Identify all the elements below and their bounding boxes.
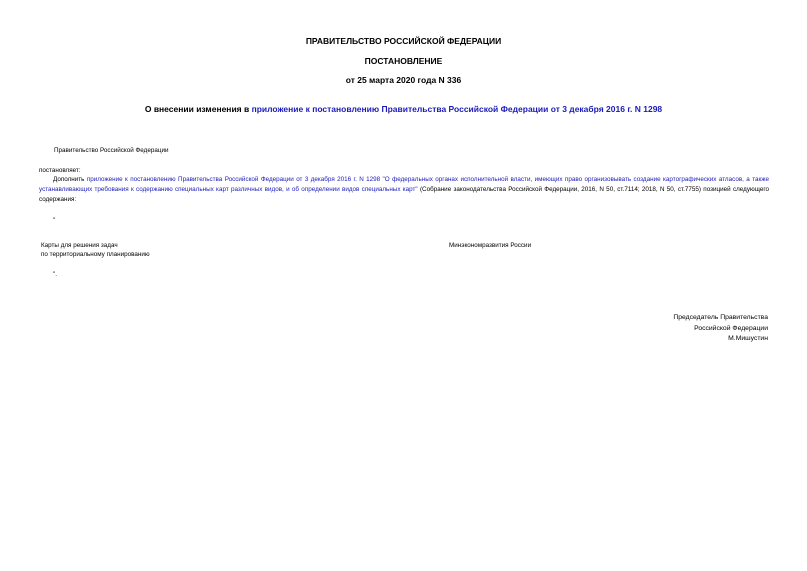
table-left-line2: по территориальному планированию	[41, 251, 150, 258]
signature-org: Российской Федерации	[694, 324, 768, 332]
issuer-text: Правительство Российской Федерации	[54, 147, 169, 154]
signature-name: М.Мишустин	[728, 335, 768, 342]
date-number-heading: от 25 марта 2020 года N 336	[345, 75, 462, 85]
doc-type-heading: ПОСТАНОВЛЕНИЕ	[364, 56, 443, 66]
para-suffix: (Собрание законодательства Российской Федерации, 2016, N 50, ст.7114; 2018, N 50, ст.7755) позицией следующего содержания:	[39, 186, 769, 203]
subject-prefix: О внесении изменения в	[144, 104, 252, 114]
quote-open: "	[53, 217, 56, 224]
para-link[interactable]: приложение к постановлению Правительства Российской Федерации от 3 декабря 2016 г. N 1298 "О федеральных органах исполнительной власти, имеющих право организовывать создание картографических атласов, а также устанавливающих требования к содержанию специальных карт различных видов, и об определении видов специальных карт"	[39, 176, 769, 193]
quote-close: ".	[53, 271, 57, 278]
org-heading: ПРАВИТЕЛЬСТВО РОССИЙСКОЙ ФЕДЕРАЦИИ	[305, 36, 502, 46]
para-prefix: Дополнить	[53, 176, 87, 183]
table-right-cell: Минэкономразвития России	[449, 242, 532, 249]
subject-link[interactable]: приложение к постановлению Правительства Российской Федерации от 3 декабря 2016 г. N 1298	[251, 104, 663, 114]
signature-title: Председатель Правительства	[673, 314, 768, 321]
table-left-line1: Карты для решения задач	[41, 242, 118, 249]
decrees-text: постановляет:	[39, 167, 81, 174]
document-subject	[0, 104, 807, 115]
main-paragraph	[39, 175, 769, 205]
